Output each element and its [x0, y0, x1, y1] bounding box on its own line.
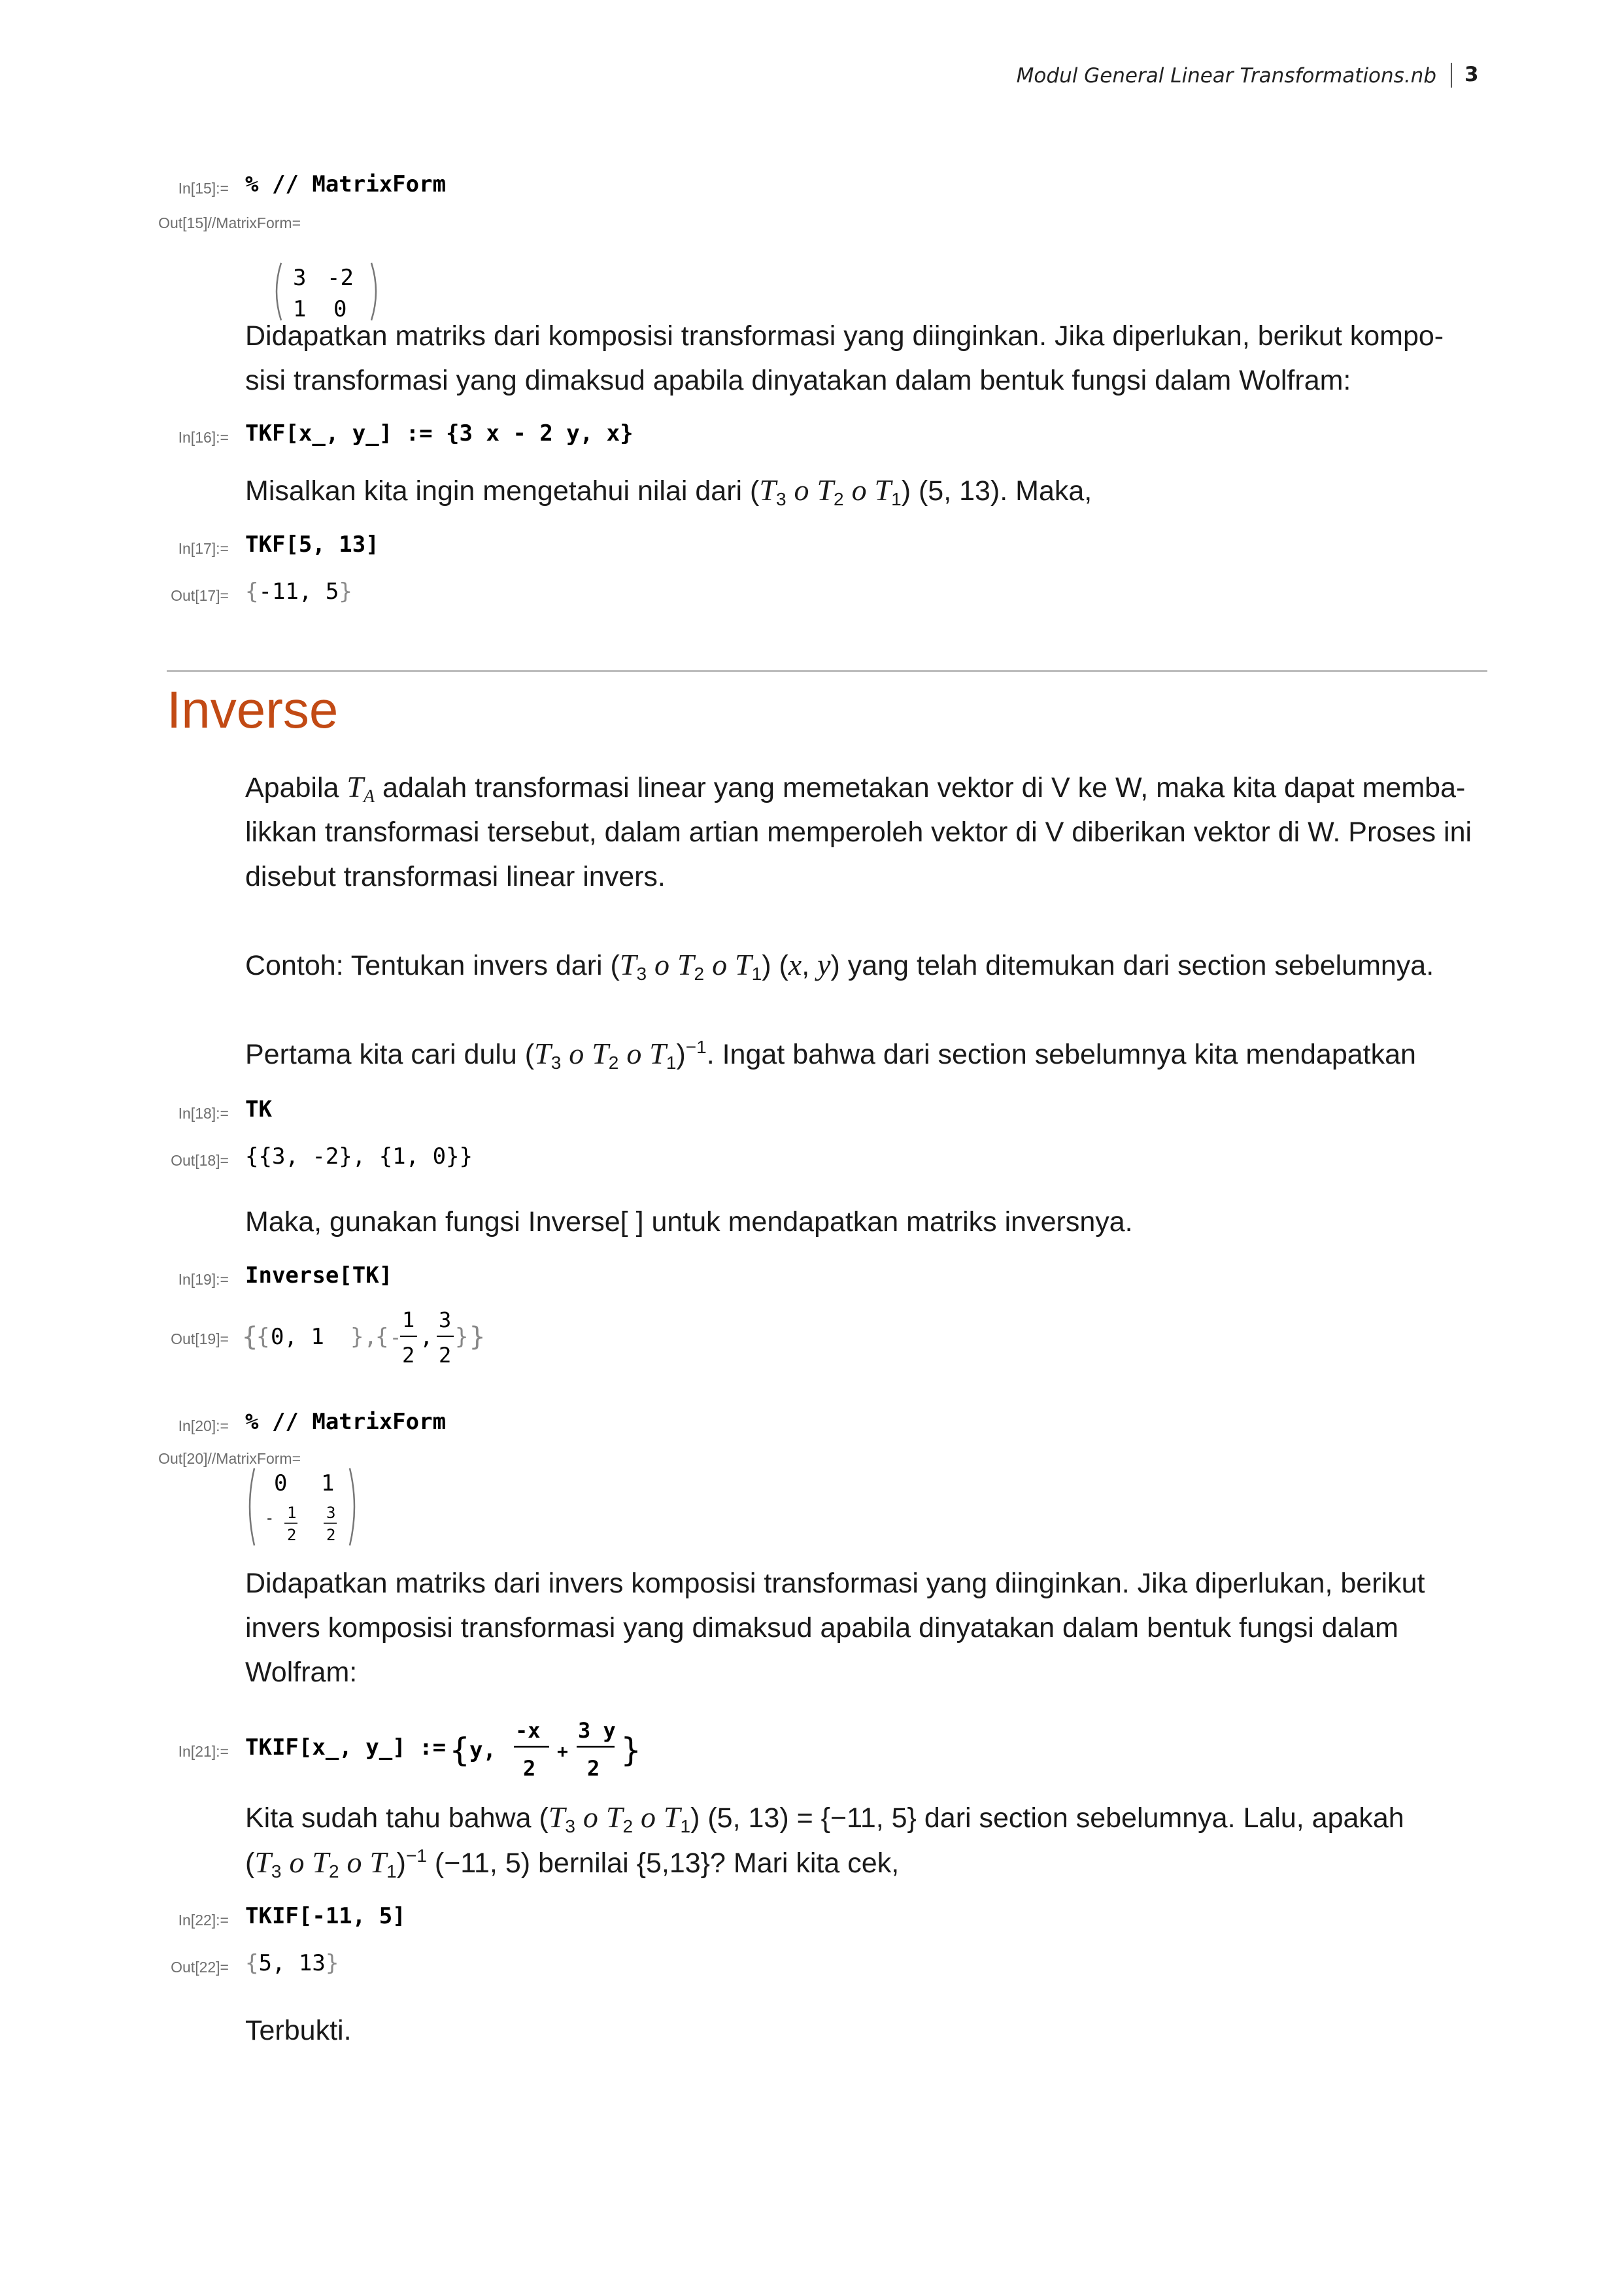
tkif-rhs [450, 1708, 659, 1793]
paragraph: Maka, gunakan fungsi Inverse[ ] untuk mendapatkan matriks inversnya. [245, 1206, 1133, 1238]
svg-text:1: 1 [321, 1470, 335, 1496]
svg-text:3: 3 [326, 1504, 336, 1522]
output-label: Out[20]//MatrixForm= [158, 1450, 301, 1467]
section-title: Inverse [167, 681, 339, 739]
svg-text:1: 1 [287, 1504, 297, 1522]
svg-text:2: 2 [587, 1756, 600, 1781]
matrix-cell: 3 [292, 265, 307, 291]
notebook-title: Modul General Linear Transformations.nb [1016, 64, 1436, 88]
output-label: Out[19]= [171, 1330, 229, 1347]
output-label: Out[15]//MatrixForm= [158, 214, 301, 231]
svg-text:-x: -x [515, 1718, 541, 1743]
input-cell[interactable]: % // MatrixForm [245, 1409, 447, 1435]
input-label: In[15]:= [178, 180, 229, 197]
svg-text:2: 2 [326, 1526, 336, 1544]
svg-text:},: }, [350, 1324, 377, 1350]
paragraph: Pertama kita cari dulu ($T_3$ o $T_2$ o $T_1)^{-1}$. Ingat bahwa dari section sebelumnya kita mendapatkan [245, 1037, 1416, 1073]
input-cell[interactable]: TKIF[x_, y_] := [245, 1734, 447, 1761]
svg-text:2: 2 [287, 1526, 297, 1544]
paragraph: Apabila $T_A$ adalah transformasi linear yang memetakan vektor di V ke W, maka kita dapat memba- likkan transformasi tersebut, dalam artian memperoleh vektor di V diberikan vektor di W. Proses ini disebut transformasi linear invers. [245, 770, 1472, 892]
input-label: In[18]:= [178, 1105, 229, 1122]
header-divider [1451, 63, 1452, 88]
svg-text:{: { [256, 1324, 270, 1350]
input-cell[interactable]: % // MatrixForm [245, 171, 447, 197]
svg-text:2: 2 [523, 1756, 536, 1781]
svg-text:3 y: 3 y [578, 1718, 616, 1743]
svg-text:-: - [265, 1509, 275, 1527]
section-divider [167, 670, 1487, 672]
svg-text:-: - [390, 1326, 402, 1349]
svg-text:}: } [621, 1731, 641, 1769]
output-label: Out[17]= [171, 587, 229, 604]
input-label: In[22]:= [178, 1912, 229, 1929]
svg-text:0: 0 [274, 1470, 288, 1496]
input-cell[interactable]: TK [245, 1096, 272, 1122]
output-label: Out[18]= [171, 1152, 229, 1169]
input-cell[interactable]: TKIF[-11, 5] [245, 1903, 406, 1929]
matrix-cell: 1 [292, 296, 307, 322]
input-cell[interactable]: TKF[x_, y_] := {3 x - 2 y, x} [245, 420, 634, 447]
output-label: Out[22]= [171, 1959, 229, 1976]
function-definition-body [450, 1708, 659, 1795]
svg-text:0, 1: 0, 1 [271, 1324, 324, 1350]
svg-text:+: + [557, 1740, 568, 1762]
input-label: In[21]:= [178, 1743, 229, 1760]
matrix-form-20 [245, 1464, 363, 1549]
paragraph: Terbukti. [245, 2015, 352, 2046]
input-label: In[16]:= [178, 429, 229, 446]
output-matrix [245, 1464, 363, 1552]
output-cell: {-11, 5} [245, 579, 352, 605]
svg-text:1: 1 [402, 1307, 415, 1332]
page-number: 3 [1464, 63, 1479, 86]
output-cell: {5, 13} [245, 1950, 339, 1976]
svg-text:2: 2 [439, 1343, 452, 1368]
paragraph: Misalkan kita ingin mengetahui nilai dari ($T_3$ o $T_2$ o $T_1$) (5, 13). Maka, [245, 473, 1092, 509]
paragraph: Kita sudah tahu bahwa ($T_3$ o $T_2$ o $T_1$) (5, 13) = {−11, 5} dari section sebelumnya. Lalu, apakah ($T_3$ o $T_2$ o $T_1)^{-1}$ (−11, 5) bernilai {5,13}? Mari kita cek, [245, 1800, 1404, 1881]
svg-text:{: { [450, 1731, 470, 1769]
matrix-cell: 0 [333, 296, 347, 322]
paragraph: Didapatkan matriks dari komposisi transformasi yang diinginkan. Jika diperlukan, berikut kompo- sisi transformasi yang dimaksud apabila dinyatakan dalam bentuk fungsi dalam Wolfram: [245, 320, 1444, 396]
output-cell [242, 1301, 503, 1375]
svg-text:}: } [455, 1324, 469, 1350]
svg-text:{: { [375, 1324, 389, 1350]
input-cell[interactable]: Inverse[TK] [245, 1262, 393, 1289]
input-label: In[17]:= [178, 540, 229, 557]
svg-text:y,: y, [469, 1737, 496, 1763]
paragraph: Contoh: Tentukan invers dari ($T_3$ o $T_2$ o $T_1$) (x, y) yang telah ditemukan dari section sebelumnya. [245, 948, 1434, 984]
input-label: In[19]:= [178, 1271, 229, 1288]
svg-text:3: 3 [439, 1307, 452, 1332]
paragraph: Didapatkan matriks dari invers komposisi transformasi yang diinginkan. Jika diperlukan, berikut invers komposisi transformasi yang dimaksud apabila dinyatakan dalam bentuk fungsi dalam Wolfram: [245, 1568, 1425, 1688]
input-label: In[20]:= [178, 1417, 229, 1434]
inverse-result [242, 1301, 503, 1373]
matrix-cell: -2 [326, 265, 354, 291]
svg-text:}: } [469, 1322, 486, 1352]
output-cell: {{3, -2}, {1, 0}} [245, 1143, 473, 1170]
svg-text:,: , [420, 1324, 433, 1350]
svg-text:2: 2 [402, 1343, 415, 1368]
svg-text:{: { [242, 1322, 258, 1352]
input-cell[interactable]: TKF[5, 13] [245, 531, 379, 558]
